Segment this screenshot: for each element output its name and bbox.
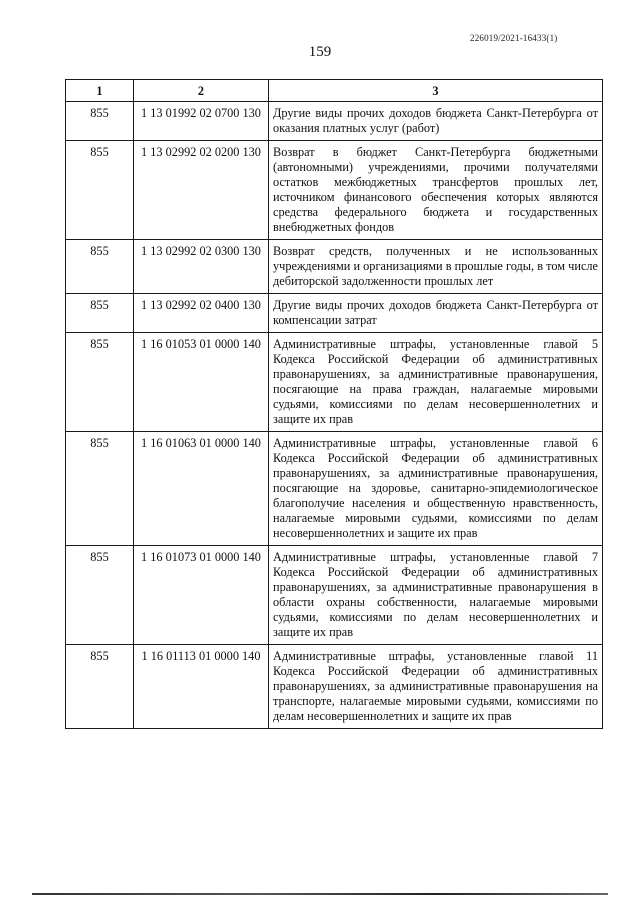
budget-code-cell: 1 13 01992 02 0700 130 xyxy=(134,102,269,141)
description-cell: Административные штрафы, установленные главой 5 Кодекса Российской Федерации об административных правонарушениях, за административные правонарушения, посягающие на права граждан, налагаемые мировыми судьями, комиссиями по делам несовершеннолетних и защите их прав xyxy=(269,333,603,432)
table-row xyxy=(66,432,603,546)
admin-code-cell: 855 xyxy=(66,546,134,645)
admin-code-cell: 855 xyxy=(66,102,134,141)
revenue-codes-table xyxy=(65,79,603,729)
table-row xyxy=(66,102,603,141)
scan-edge-line xyxy=(32,893,608,895)
admin-code-cell: 855 xyxy=(66,333,134,432)
admin-code-cell: 855 xyxy=(66,141,134,240)
document-id: 226019/2021-16433(1) xyxy=(470,33,558,43)
table-row xyxy=(66,546,603,645)
table-row xyxy=(66,645,603,729)
budget-code-cell: 1 16 01073 01 0000 140 xyxy=(134,546,269,645)
budget-code-cell: 1 13 02992 02 0200 130 xyxy=(134,141,269,240)
description-cell: Другие виды прочих доходов бюджета Санкт-Петербурга от оказания платных услуг (работ) xyxy=(269,102,603,141)
budget-code-cell: 1 13 02992 02 0300 130 xyxy=(134,240,269,294)
description-cell: Другие виды прочих доходов бюджета Санкт-Петербурга от компенсации затрат xyxy=(269,294,603,333)
budget-code-cell: 1 16 01053 01 0000 140 xyxy=(134,333,269,432)
description-cell: Административные штрафы, установленные главой 11 Кодекса Российской Федерации об административных правонарушениях, за административные правонарушения на транспорте, налагаемые мировыми судьями, комиссиями по делам несовершеннолетних и защите их прав xyxy=(269,645,603,729)
table-row xyxy=(66,294,603,333)
admin-code-cell: 855 xyxy=(66,240,134,294)
table-header-row xyxy=(66,80,603,102)
column-header-3: 3 xyxy=(269,80,603,102)
budget-code-cell: 1 16 01113 01 0000 140 xyxy=(134,645,269,729)
description-cell: Административные штрафы, установленные главой 7 Кодекса Российской Федерации об административных правонарушениях, за административные правонарушения в области охраны собственности, налагаемые мировыми судьями, комиссиями по делам несовершеннолетних и защите их прав xyxy=(269,546,603,645)
admin-code-cell: 855 xyxy=(66,294,134,333)
table-row xyxy=(66,141,603,240)
admin-code-cell: 855 xyxy=(66,432,134,546)
budget-code-cell: 1 16 01063 01 0000 140 xyxy=(134,432,269,546)
description-cell: Возврат в бюджет Санкт-Петербурга бюджетными (автономными) учреждениями, прочими получателями остатков межбюджетных трансфертов прошлых лет, источником финансового обеспечения которых являются средства федерального бюджета и государственных внебюджетных фондов xyxy=(269,141,603,240)
admin-code-cell: 855 xyxy=(66,645,134,729)
description-cell: Административные штрафы, установленные главой 6 Кодекса Российской Федерации об административных правонарушениях, за административные правонарушения, посягающие на здоровье, санитарно-эпидемиологическое благополучие населения и общественную нравственность, налагаемые мировыми судьями, комиссиями по делам несовершеннолетних и защите их прав xyxy=(269,432,603,546)
page-number: 159 xyxy=(308,44,332,60)
table-row xyxy=(66,240,603,294)
description-cell: Возврат средств, полученных и не использованных учреждениями и организациями в прошлые годы, в том числе дебиторской задолженности прошлых лет xyxy=(269,240,603,294)
budget-code-cell: 1 13 02992 02 0400 130 xyxy=(134,294,269,333)
table-row xyxy=(66,333,603,432)
column-header-1: 1 xyxy=(66,80,134,102)
column-header-2: 2 xyxy=(134,80,269,102)
